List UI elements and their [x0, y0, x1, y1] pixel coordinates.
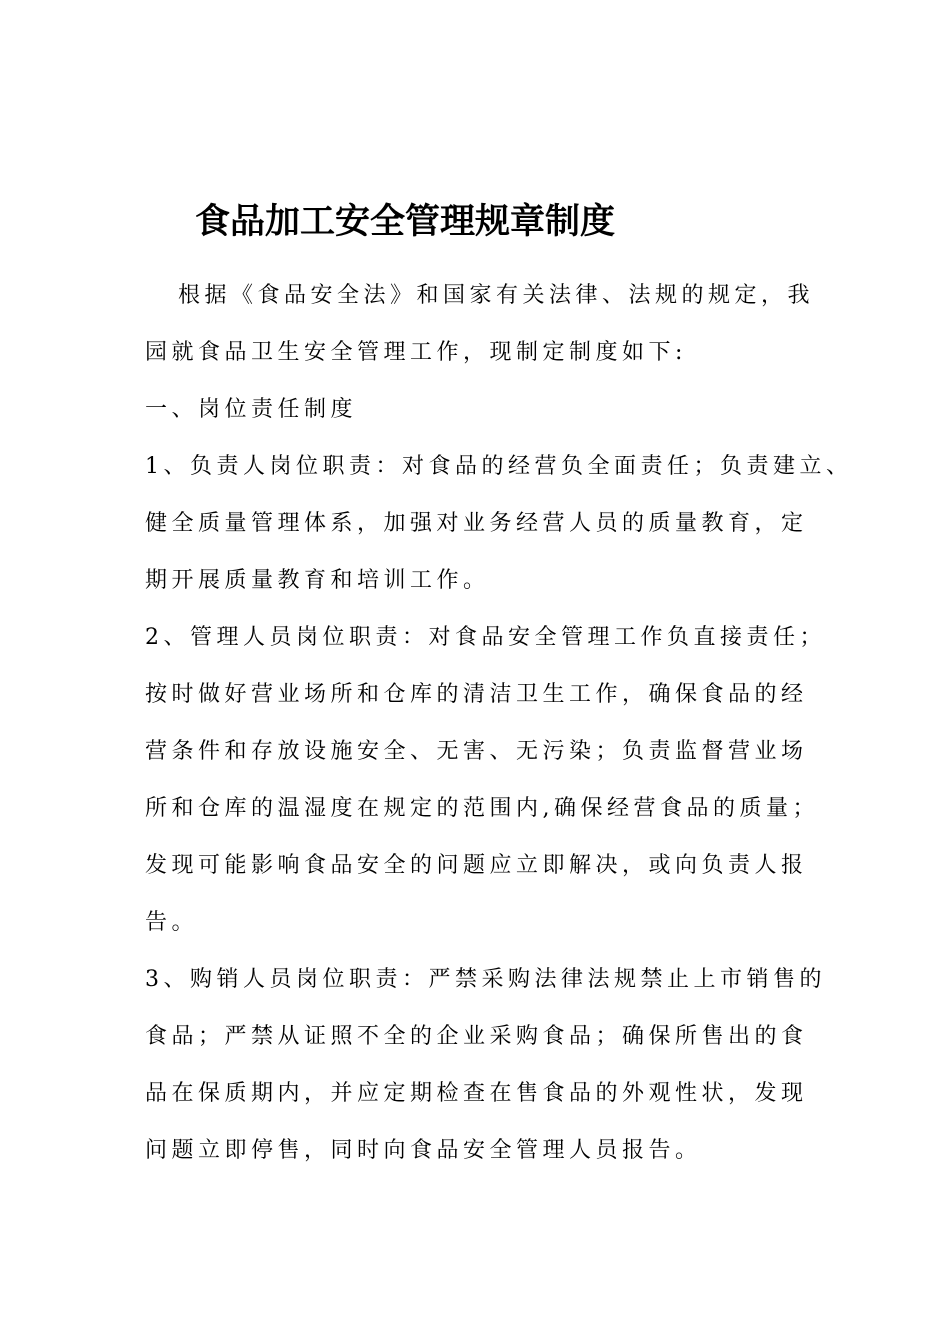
paragraph-line: 营条件和存放设施安全、无害、无污染；负责监督营业场 [145, 739, 808, 764]
paragraph-line: 品在保质期内，并应定期检查在售食品的外观性状，发现 [145, 1081, 808, 1106]
paragraph-line: 告。 [145, 910, 199, 935]
paragraph-line: 期开展质量教育和培训工作。 [145, 568, 490, 593]
paragraph-line: 健全质量管理体系，加强对业务经营人员的质量教育，定 [145, 511, 808, 536]
paragraph-line: 1、负责人岗位职责：对食品的经营负全面责任；负责建立、 [145, 454, 853, 479]
paragraph-line: 所和仓库的温湿度在规定的范围内,确保经营食品的质量； [145, 796, 819, 821]
section-heading: 一、岗位责任制度 [145, 397, 358, 422]
paragraph-line: 园就食品卫生安全管理工作，现制定制度如下: [145, 340, 687, 365]
paragraph-line: 发现可能影响食品安全的问题应立即解决，或向负责人报 [145, 853, 808, 878]
paragraph-line: 3、购销人员岗位职责：严禁采购法律法规禁止上市销售的 [145, 967, 826, 992]
paragraph-line: 根据《食品安全法》和国家有关法律、法规的规定，我 [178, 283, 815, 308]
paragraph-line: 按时做好营业场所和仓库的清洁卫生工作，确保食品的经 [145, 682, 808, 707]
paragraph-line: 问题立即停售，同时向食品安全管理人员报告。 [145, 1138, 702, 1163]
paragraph-line: 食品；严禁从证照不全的企业采购食品；确保所售出的食 [145, 1024, 808, 1049]
document-body [145, 274, 853, 1186]
document-title: 食品加工安全管理规章制度 [195, 202, 616, 242]
paragraph-line: 2、管理人员岗位职责：对食品安全管理工作负直接责任； [145, 625, 826, 650]
